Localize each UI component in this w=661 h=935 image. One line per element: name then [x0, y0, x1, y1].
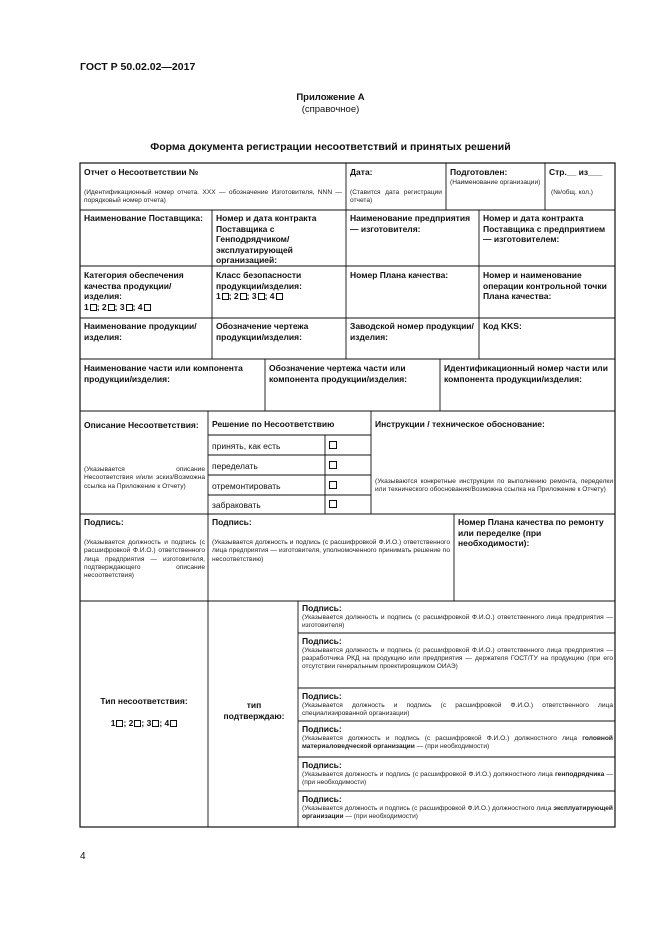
- nonconformity-type-options: 1 ; 2 ; 3 ; 4: [84, 718, 204, 729]
- designer-signature: Подпись: (Указывается должность и подпись (с расшифровкой Ф.И.О.) ответственного лица предприятия — разработчика РКД на продукцию или предприятия — держателя ГОСТ/ТУ на продукцию (при его отсутствии генеральным проектировщиком ОИАЭ): [302, 636, 613, 671]
- repair-plan-label: Номер Плана качества по ремонту или переделке (при необходимости):: [458, 517, 604, 548]
- description-note: (Указывается описание Несоответствия и/или эскиз/Возможна ссылка на Приложение к Отчету): [84, 466, 205, 490]
- part-id-label: Идентификационный номер части или компонента продукции/изделия:: [444, 363, 608, 384]
- control-point-label: Номер и наименование операции контрольной точки Плана качества:: [483, 270, 607, 301]
- instructions-label: Инструкции / техническое обоснование:: [375, 419, 545, 429]
- checkbox-4[interactable]: [144, 304, 151, 311]
- kks-code-label: Код KKS:: [483, 321, 522, 331]
- date-note: (Ставится дата регистрации отчета): [350, 189, 442, 205]
- checkbox-4[interactable]: [276, 293, 283, 300]
- checkbox-3[interactable]: [126, 304, 133, 311]
- prepared-label: Подготовлен:: [450, 167, 508, 177]
- description-label: Описание Несоответствия:: [84, 420, 199, 430]
- decision-rework: переделать: [212, 461, 258, 471]
- checkbox-1[interactable]: [90, 304, 97, 311]
- date-label: Дата:: [350, 167, 373, 177]
- manufacturer-name-label: Наименование предприятия — изготовителя:: [350, 213, 471, 234]
- report-number-label: Отчет о Несоответствии №: [84, 167, 199, 177]
- quality-category-label: Категория обеспечения качества продукции/изделия: 1 ; 2 ; 3 ; 4: [84, 270, 208, 312]
- safety-class-label: Класс безопасности продукции/изделия: 1 ; 2 ; 3 ; 4: [216, 270, 344, 302]
- part-drawing-label: Обозначение чертежа части или компонента продукции/изделия:: [269, 363, 407, 384]
- checkbox-2[interactable]: [108, 304, 115, 311]
- contract-general-label: Номер и дата контракта Поставщика с Генподрядчиком/эксплуатирующей организацией:: [216, 213, 317, 265]
- appendix-subtitle: (справочное): [301, 104, 360, 115]
- decision-rework-checkbox[interactable]: [329, 461, 343, 472]
- form-title: Форма документа регистрации несоответствий и принятых решений: [150, 141, 511, 153]
- checkbox-1[interactable]: [222, 293, 229, 300]
- product-drawing-label: Обозначение чертежа продукции/изделия:: [216, 321, 309, 342]
- prepared-note: (Наименование организации): [450, 179, 541, 186]
- decision-reject-checkbox[interactable]: [329, 500, 343, 511]
- contract-manufacturer-label: Номер и дата контракта Поставщика с предприятием — изготовителем:: [483, 213, 606, 244]
- part-name-label: Наименование части или компонента продукции/изделия:: [84, 363, 243, 384]
- decision-repair-checkbox[interactable]: [329, 481, 343, 492]
- quality-category-options: 1 ; 2 ; 3 ; 4: [84, 302, 208, 313]
- page-count-note: (№/общ. кол.): [551, 189, 593, 196]
- product-name-label: Наименование продукции/изделия:: [84, 321, 197, 342]
- checkbox-2[interactable]: [240, 293, 247, 300]
- serial-number-label: Заводской номер продукции/изделия:: [350, 321, 474, 342]
- checkbox-3[interactable]: [258, 293, 265, 300]
- decision-signature-label: Подпись:: [212, 517, 252, 527]
- decision-header: Решение по Несоответствию: [212, 419, 335, 429]
- specialized-org-signature: Подпись: (Указывается должность и подпись (с расшифровкой Ф.И.О.) ответственного лица специализированной организации): [302, 691, 613, 717]
- appendix-title: Приложение А: [296, 92, 365, 103]
- description-signature-label: Подпись:: [84, 517, 124, 527]
- report-number-note: (Идентификационный номер отчета. ХХХ — обозначение Изготовителя, NNN — порядковый номер отчета): [84, 189, 342, 205]
- decision-repair: отремонтировать: [212, 481, 281, 491]
- decision-accept: принять, как есть: [212, 441, 281, 451]
- materials-org-signature: Подпись: (Указывается должность и подпись (с расшифровкой Ф.И.О.) должностного лица головной материаловедческой организации — (при необходимости): [302, 724, 613, 750]
- quality-plan-number-label: Номер Плана качества:: [350, 270, 449, 280]
- page-count-label: Стр.__ из___: [549, 167, 603, 177]
- operating-org-signature: Подпись: (Указывается должность и подпись (с расшифровкой Ф.И.О.) должностного лица эксплуатирующей организации — (при необходимости): [302, 794, 613, 820]
- page-number: 4: [80, 851, 86, 862]
- decision-reject: забраковать: [212, 500, 261, 510]
- description-signature-note: (Указывается должность и подпись (с расшифровкой Ф.И.О.) ответственного лица предприятия — изготовителя, подтверждающего описание несоответствия): [84, 539, 205, 580]
- general-contractor-signature: Подпись: (Указывается должность и подпись (с расшифровкой Ф.И.О.) должностного лица генподрядчика — (при необходимости): [302, 760, 613, 786]
- safety-class-options: 1 ; 2 ; 3 ; 4: [216, 291, 344, 302]
- checkbox-4[interactable]: [170, 720, 177, 727]
- supplier-name-label: Наименование Поставщика:: [84, 213, 203, 223]
- decision-signature-note: (Указывается должность и подпись (с расшифровкой Ф.И.О.) ответственного лица предприятия — изготовителя, уполномоченного принимать решение по несоответствию): [212, 539, 450, 563]
- nonconformity-type-label: Тип несоответствия:: [100, 696, 188, 706]
- doc-code: ГОСТ Р 50.02.02—2017: [80, 61, 196, 73]
- instructions-note: (Указываются конкретные инструкции по выполнению ремонта, переделки или технического обоснования/Возможна ссылка на Приложение к Отчету): [375, 478, 613, 494]
- type-confirm-label: тип подтверждаю:: [223, 700, 285, 721]
- manufacturer-signature: Подпись: (Указывается должность и подпись (с расшифровкой Ф.И.О.) ответственного лица предприятия — изготовителя): [302, 603, 613, 629]
- decision-accept-checkbox[interactable]: [329, 441, 343, 452]
